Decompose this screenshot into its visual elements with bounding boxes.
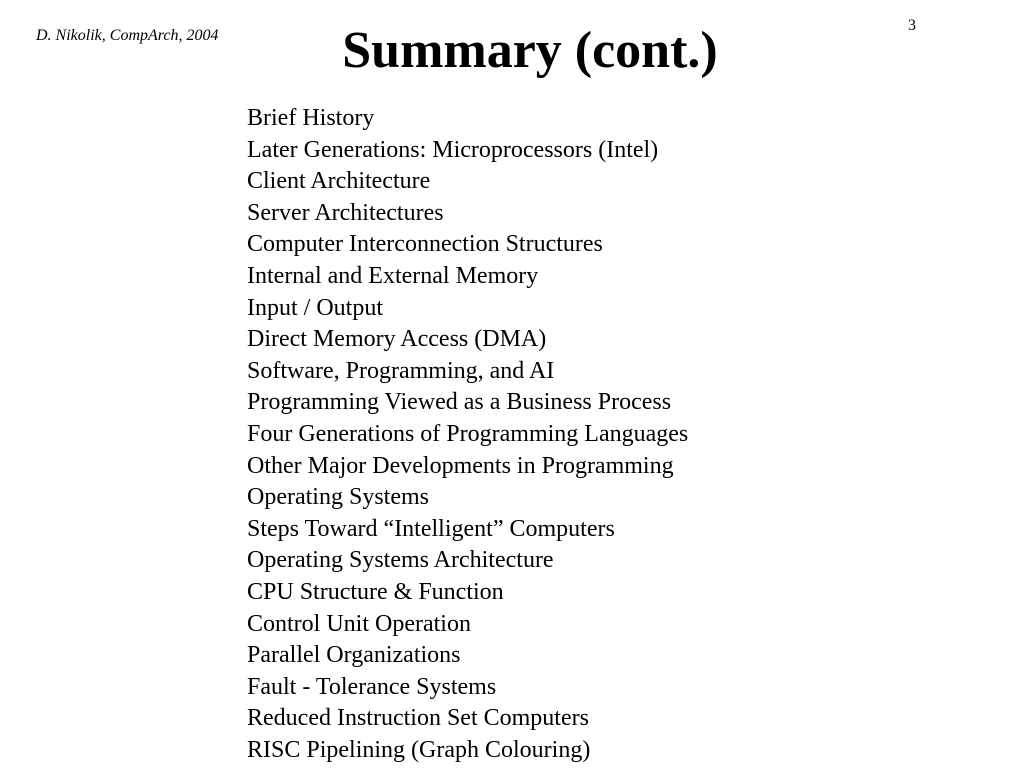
author-credit: D. Nikolik, CompArch, 2004 xyxy=(36,27,219,44)
topic-item: Direct Memory Access (DMA) xyxy=(247,326,547,353)
topic-item: Operating Systems xyxy=(247,484,429,511)
topic-item: Brief History xyxy=(247,105,375,131)
topic-item: Later Generations: Microprocessors (Intel) xyxy=(247,136,659,163)
topic-item: Programming Viewed as a Business Process xyxy=(247,389,672,416)
topic-item: Client Architecture xyxy=(247,168,431,195)
topic-item: Control Unit Operation xyxy=(247,610,471,637)
topic-item: Reduced Instruction Set Computers xyxy=(247,705,589,732)
topic-item: Input / Output xyxy=(247,294,383,321)
topic-item: Computer Interconnection Structures xyxy=(247,231,603,258)
topic-item: CPU Structure & Function xyxy=(247,578,504,605)
slide-title: Summary (cont.) xyxy=(342,22,718,79)
topic-item: Software, Programming, and AI xyxy=(247,357,555,384)
topic-item: Four Generations of Programming Languages xyxy=(247,420,689,447)
topic-item: Fault - Tolerance Systems xyxy=(247,673,497,700)
topic-item: Server Architectures xyxy=(247,199,444,226)
topic-list xyxy=(247,103,688,766)
topic-item: Other Major Developments in Programming xyxy=(247,452,674,479)
topic-item: Operating Systems Architecture xyxy=(247,547,554,574)
topic-item: Internal and External Memory xyxy=(247,262,539,289)
page-number: 3 xyxy=(908,17,916,34)
topic-item: Parallel Organizations xyxy=(247,642,461,669)
topic-item: RISC Pipelining (Graph Colouring) xyxy=(247,736,591,763)
topic-item: Steps Toward “Intelligent” Computers xyxy=(247,515,615,542)
